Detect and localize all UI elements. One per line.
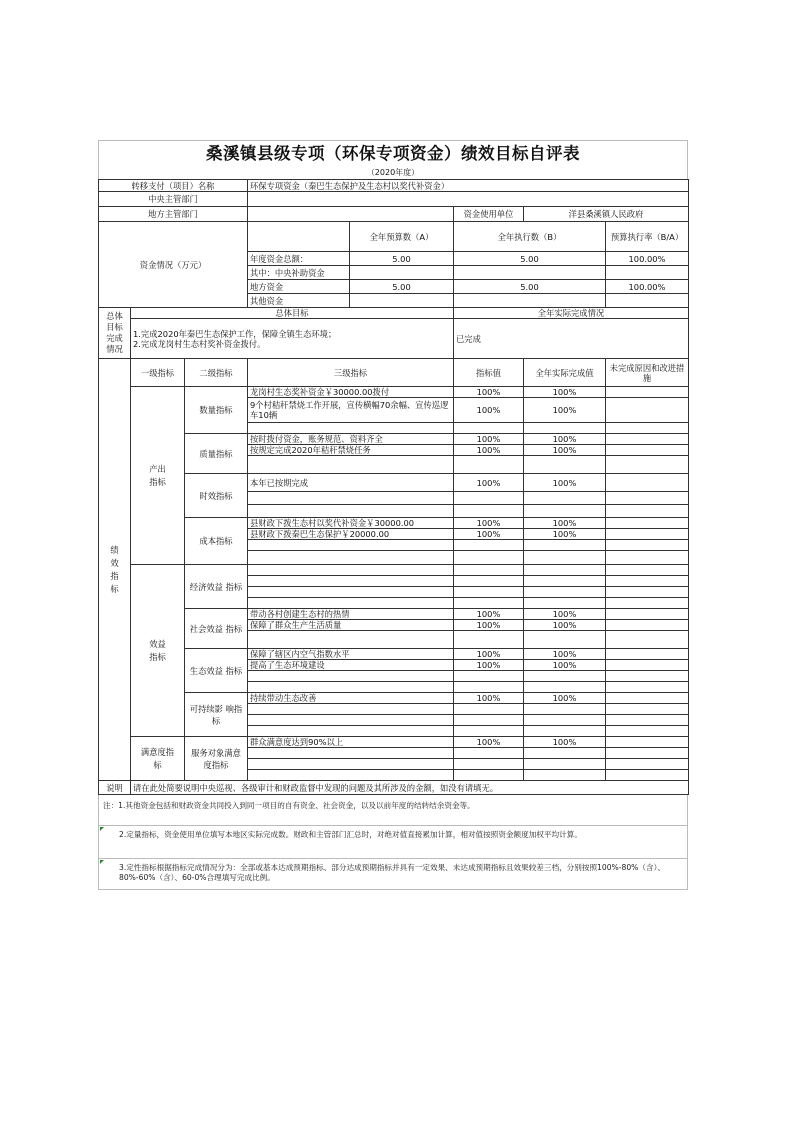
indicator-reason xyxy=(606,518,689,529)
indicator-value: 100% xyxy=(454,445,524,456)
overall-goal-header: 总体目标 xyxy=(131,308,454,319)
indicator-value: 100% xyxy=(454,518,524,529)
indicator-value: 100% xyxy=(454,737,524,748)
indicator-text: 带动各村创建生态村的热情 xyxy=(248,609,454,620)
indicator-actual: 100% xyxy=(524,609,606,620)
funds-row-exec: 5.00 xyxy=(454,252,606,266)
indicator-actual: 100% xyxy=(524,649,606,660)
local-dept-value xyxy=(248,207,454,222)
header-level1: 一级指标 xyxy=(131,359,185,387)
fund-unit-label: 资金使用单位 xyxy=(454,207,524,222)
indicator-value: 100% xyxy=(454,649,524,660)
overall-goal-line: 2.完成龙岗村生态村奖补资金拨付。 xyxy=(133,338,266,349)
overall-label: 总体目标完成情况 xyxy=(99,308,131,359)
year-label: （2020年度） xyxy=(98,167,688,179)
funds-row-budget xyxy=(350,294,454,308)
indicator-reason xyxy=(606,387,689,398)
sustain-indicator-label: 可持续影 响指标 xyxy=(185,693,248,737)
central-dept-label: 中央主管部门 xyxy=(99,192,248,207)
indicator-reason xyxy=(606,529,689,540)
funds-row-budget: 5.00 xyxy=(350,252,454,266)
indicator-text: 9个村秸秆禁烧工作开展，宣传横幅70余幅、宣传巡逻车10辆 xyxy=(248,398,454,423)
page-title: 桑溪镇县级专项（环保专项资金）绩效目标自评表 xyxy=(98,140,688,167)
indicator-actual: 100% xyxy=(524,518,606,529)
header-level3: 三级指标 xyxy=(248,359,454,387)
satisfaction-indicator-label: 满意度指标 xyxy=(131,737,185,781)
indicator-actual: 100% xyxy=(524,434,606,445)
indicator-value: 100% xyxy=(454,434,524,445)
indicator-actual: 100% xyxy=(524,693,606,704)
funds-row-name: 年度资金总额： xyxy=(248,252,350,266)
service-indicator-label: 服务对象满意度指标 xyxy=(185,737,248,781)
indicator-reason xyxy=(606,660,689,671)
funds-row-exec: 5.00 xyxy=(454,280,606,294)
funds-col-exec: 全年执行数（B） xyxy=(454,222,606,252)
indicator-reason xyxy=(606,649,689,660)
fund-unit-value: 洋县桑溪镇人民政府 xyxy=(524,207,689,222)
indicator-reason xyxy=(606,434,689,445)
indicator-actual: 100% xyxy=(524,660,606,671)
header-actual: 全年实际完成值 xyxy=(524,359,606,387)
quality-indicator-label: 质量指标 xyxy=(185,434,248,474)
funds-row-name: 其中：中央补助资金 xyxy=(248,266,350,280)
funds-row-name: 地方资金 xyxy=(248,280,350,294)
indicator-text: 持续带动生态改善 xyxy=(248,693,454,704)
indicator-reason xyxy=(606,445,689,456)
project-name-value: 环保专项资金（秦巴生态保护及生态村以奖代补资金） xyxy=(248,180,689,192)
local-dept-label: 地方主管部门 xyxy=(99,207,248,222)
header-reason: 未完成原因和改进措施 xyxy=(606,359,689,387)
indicator-value: 100% xyxy=(454,609,524,620)
benefit-indicator-label: 效益指标 xyxy=(131,565,185,737)
perf-indicator-label: 绩效指标 xyxy=(99,359,131,781)
indicator-actual: 100% xyxy=(524,737,606,748)
indicator-actual: 100% xyxy=(524,387,606,398)
indicator-text: 县财政下拨生态村以奖代补资金￥30000.00 xyxy=(248,518,454,529)
funds-row-budget xyxy=(350,266,454,280)
indicator-value: 100% xyxy=(454,529,524,540)
funds-row-name: 其他资金 xyxy=(248,294,350,308)
overall-goal-line: 1.完成2020年秦巴生态保护工作，保障全镇生态环境； xyxy=(133,328,337,339)
social-indicator-label: 社会效益 指标 xyxy=(185,609,248,649)
funds-row-exec xyxy=(454,294,606,308)
indicator-actual: 100% xyxy=(524,529,606,540)
note-3: 3.定性指标根据指标完成情况分为：全部或基本达成预期指标、部分达成预期指标并具有一定效果、未达成预期指标且效果较差三档，分别按照100%-80%（含）、80%-60%（含）、60-0%合理填写完成比例。 xyxy=(98,859,688,890)
cell-marker-icon xyxy=(100,860,104,864)
note-1: 注：1.其他资金包括和财政资金共同投入到同一项目的自有资金、社会资金，以及以前年度的结转结余资金等。 xyxy=(98,795,688,826)
indicator-reason xyxy=(606,737,689,748)
indicator-text: 按时拨付资金，账务规范、资料齐全 xyxy=(248,434,454,445)
overall-goal-text xyxy=(131,319,454,359)
indicator-value: 100% xyxy=(454,474,524,492)
evaluation-sheet xyxy=(98,140,688,890)
output-indicator-label: 产出指标 xyxy=(131,387,185,565)
indicator-reason xyxy=(606,693,689,704)
funds-label: 资金情况（万元） xyxy=(99,222,248,308)
funds-row-exec xyxy=(454,266,606,280)
indicator-actual: 100% xyxy=(524,398,606,423)
notes xyxy=(98,795,688,890)
overall-actual-header: 全年实际完成情况 xyxy=(454,308,689,319)
indicator-text: 龙岗村生态奖补资金￥30000.00拨付 xyxy=(248,387,454,398)
header-value: 指标值 xyxy=(454,359,524,387)
funds-header-blank xyxy=(248,222,350,252)
indicator-reason xyxy=(606,620,689,631)
timeliness-indicator-label: 时效指标 xyxy=(185,474,248,518)
indicator-reason xyxy=(606,474,689,492)
quantity-indicator-label: 数量指标 xyxy=(185,387,248,434)
funds-col-rate: 预算执行率（B/A） xyxy=(606,222,689,252)
indicator-text: 县财政下拨秦巴生态保护￥20000.00 xyxy=(248,529,454,540)
funds-col-budget: 全年预算数（A） xyxy=(350,222,454,252)
indicator-text: 提高了生态环境建设 xyxy=(248,660,454,671)
note-2: 2.定量指标，资金使用单位填写本地区实际完成数。财政和主管部门汇总时，对绝对值直接累加计算，相对值按照资金额度加权平均计算。 xyxy=(98,826,688,859)
funds-row-rate xyxy=(606,266,689,280)
indicator-value: 100% xyxy=(454,387,524,398)
indicator-actual: 100% xyxy=(524,474,606,492)
indicator-text: 保障了群众生产生活质量 xyxy=(248,620,454,631)
indicator-text: 群众满意度达到90%以上 xyxy=(248,737,454,748)
indicator-value: 100% xyxy=(454,693,524,704)
info-table xyxy=(98,179,689,795)
explain-label: 说明 xyxy=(99,781,131,795)
cell-marker-icon xyxy=(100,827,104,831)
indicator-value: 100% xyxy=(454,660,524,671)
project-name-label: 转移支付（项目）名称 xyxy=(99,180,248,192)
indicator-text: 本年已按期完成 xyxy=(248,474,454,492)
indicator-reason xyxy=(606,398,689,423)
funds-row-rate: 100.00% xyxy=(606,252,689,266)
central-dept-value xyxy=(248,192,689,207)
indicator-value: 100% xyxy=(454,620,524,631)
cost-indicator-label: 成本指标 xyxy=(185,518,248,565)
funds-row-budget: 5.00 xyxy=(350,280,454,294)
explain-text: 请在此处简要说明中央巡视、各级审计和财政监督中发现的问题及其所涉及的金额，如没有请填无。 xyxy=(131,781,689,795)
overall-actual-text: 已完成 xyxy=(454,319,689,359)
indicator-reason xyxy=(606,609,689,620)
indicator-actual: 100% xyxy=(524,445,606,456)
indicator-text: 保障了辖区内空气指数水平 xyxy=(248,649,454,660)
eco-indicator-label: 生态效益 指标 xyxy=(185,649,248,693)
economic-indicator-label: 经济效益 指标 xyxy=(185,565,248,609)
header-level2: 二级指标 xyxy=(185,359,248,387)
indicator-text: 按规定完成2020年秸秆禁烧任务 xyxy=(248,445,454,456)
indicator-actual: 100% xyxy=(524,620,606,631)
funds-row-rate: 100.00% xyxy=(606,280,689,294)
funds-row-rate xyxy=(606,294,689,308)
indicator-value: 100% xyxy=(454,398,524,423)
